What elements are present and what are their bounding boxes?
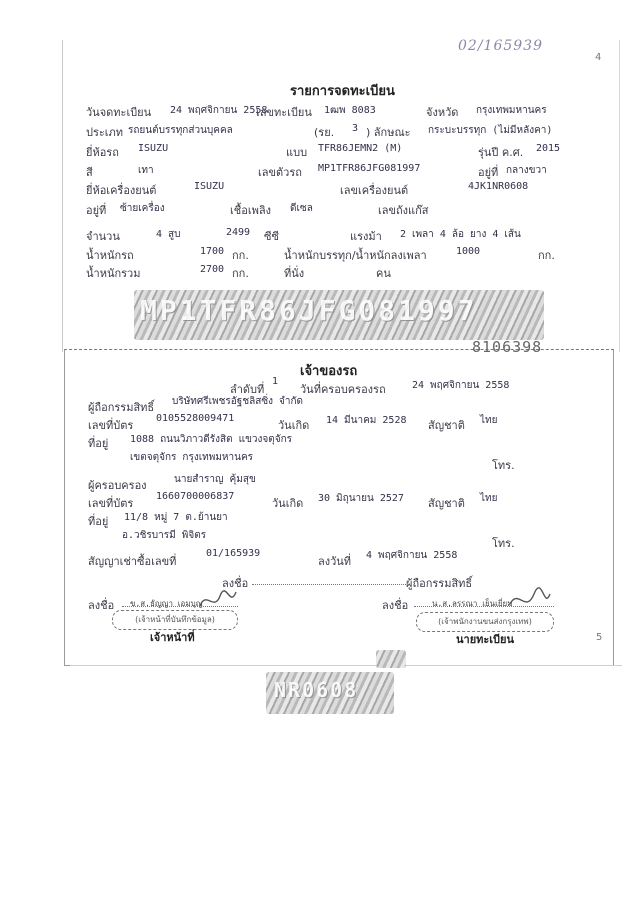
right-official-role: นายทะเบียน	[456, 633, 515, 646]
seats-unit: คน	[376, 267, 391, 280]
right-sign-label: ลงชื่อ	[382, 599, 409, 612]
right-name-scrawl: น.ส.ลรรณา เย็นเยี่ยม	[432, 599, 513, 608]
model-label: แบบ	[286, 146, 308, 159]
left-signature-scribble	[196, 586, 240, 616]
possessor-address-line1: 11/8 หมู่ 7 ต.ย้านยา	[124, 512, 228, 523]
ryo-label: (รย.	[314, 126, 335, 139]
chassis-label: เลขตัวรถ	[258, 166, 302, 179]
brand-label: ยี่ห้อรถ	[86, 146, 119, 159]
engine-number-label: เลขเครื่องยนต์	[340, 184, 409, 197]
chassis-stamp-text: MP1TFR86JFG081997	[140, 294, 478, 327]
contract-label: สัญญาเช่าซื้อเลขที่	[88, 555, 177, 568]
page-number-bottom: 5	[596, 632, 603, 643]
weight-label: น้ำหนักรถ	[86, 249, 134, 262]
possessor-address-label: ที่อยู่	[88, 515, 109, 528]
owner-nation-label: สัญชาติ	[428, 419, 465, 432]
color-value: เทา	[138, 165, 154, 176]
registration-title: รายการจดทะเบียน	[290, 84, 395, 99]
right-official-stamp-text: (เจ้าพนักงานขนส่งกรุงเทพ)	[438, 617, 532, 626]
gross-weight-value: 2700	[200, 264, 225, 275]
engine-at-label: อยู่ที่	[86, 204, 107, 217]
style-label: ) ลักษณะ	[366, 126, 411, 139]
reg-date-value: 24 พฤศจิกายน 2558	[170, 105, 268, 116]
owner-title: เจ้าของรถ	[300, 364, 358, 379]
possessor-name-value: นายสำราญ คุ้มสุข	[174, 474, 256, 485]
cylinders-value: 4 สูบ	[156, 229, 181, 240]
holder-label: ผู้ถือกรรมสิทธิ์	[88, 401, 155, 414]
owner-birth-label: วันเกิด	[278, 419, 310, 432]
owner-id-value: 0105528009471	[156, 413, 235, 424]
contract-value: 01/165939	[206, 548, 261, 559]
owner-id-label: เลขที่บัตร	[88, 419, 134, 432]
horsepower-label: แรงม้า	[350, 230, 382, 243]
seq-label: ลำดับที่	[230, 383, 265, 396]
ryo-value: 3	[352, 123, 359, 134]
possess-date-value: 24 พฤศจิกายน 2558	[412, 380, 510, 391]
owner-address-label: ที่อยู่	[88, 437, 109, 450]
engine-at-value: ซ้ายเครื่อง	[120, 203, 165, 214]
owner-birth-value: 14 มีนาคม 2528	[326, 415, 407, 426]
possessor-tel-label: โทร.	[492, 537, 515, 550]
possessor-label: ผู้ครอบครอง	[88, 479, 147, 492]
left-official-stamp-text: (เจ้าหน้าที่บันทึกข้อมูล)	[135, 615, 215, 624]
contract-date-value: 4 พฤศจิกายน 2558	[366, 550, 458, 561]
engine-rubbing-stamp	[266, 672, 394, 714]
left-official-role: เจ้าหน้าที่	[150, 631, 195, 644]
fold-line	[70, 665, 622, 666]
chassis-value: MP1TFR86JFG081997	[318, 163, 421, 174]
chassis-rubbing-stamp	[134, 290, 544, 340]
model-value: TFR86JEMN2 (M)	[318, 143, 403, 154]
handwritten-reference: 02/165939	[458, 38, 543, 54]
year-label: รุ่นปี ค.ศ.	[478, 146, 524, 159]
contract-date-label: ลงวันที่	[318, 555, 352, 568]
load-unit: กก.	[538, 249, 555, 262]
province-label: จังหวัด	[426, 106, 459, 119]
engine-brand-value: ISUZU	[194, 181, 225, 192]
year-value: 2015	[536, 143, 561, 154]
style-value: กระบะบรรทุก (ไม่มีหลังคา)	[428, 125, 553, 136]
seats-label: ที่นั่ง	[284, 267, 305, 280]
axle-value: 2 เพลา 4 ล้อ ยาง 4 เส้น	[400, 229, 521, 240]
cc-value: 2499	[226, 227, 251, 238]
color-label: สี	[86, 166, 93, 179]
gas-tank-label: เลขถังแก๊ส	[378, 204, 429, 217]
page-number-top: 4	[595, 52, 602, 63]
reg-date-label: วันจดทะเบียน	[86, 106, 152, 119]
possessor-birth-label: วันเกิด	[272, 497, 304, 510]
chassis-at-label: อยู่ที่	[478, 166, 499, 179]
owner-nation-value: ไทย	[480, 415, 498, 426]
cc-label: ซีซี	[264, 230, 279, 243]
possessor-nation-value: ไทย	[480, 493, 498, 504]
fuel-value: ดีเซล	[290, 203, 313, 214]
engine-brand-label: ยี่ห้อเครื่องยนต์	[86, 184, 157, 197]
brand-value: ISUZU	[138, 143, 169, 154]
gross-weight-label: น้ำหนักรวม	[86, 267, 141, 280]
left-name-scrawl: ข.ส.ธัญญา เอมบุญ	[130, 599, 203, 608]
fold-rubbing-mark	[376, 650, 406, 668]
possessor-nation-label: สัญชาติ	[428, 497, 465, 510]
chassis-at-value: กลางขวา	[506, 165, 547, 176]
engine-number-value: 4JK1NR0608	[468, 181, 529, 192]
fuel-label: เชื้อเพลิง	[230, 204, 271, 217]
possessor-birth-value: 30 มิถุนายน 2527	[318, 493, 404, 504]
load-label: น้ำหนักบรรทุก/น้ำหนักลงเพลา	[284, 249, 427, 262]
count-label: จำนวน	[86, 230, 120, 243]
type-value: รถยนต์บรรทุกส่วนบุคคล	[128, 125, 233, 136]
partial-stamp-number: 8106398	[472, 338, 543, 356]
holder-sign-role: ผู้ถือกรรมสิทธิ์	[406, 577, 473, 590]
left-sign-label: ลงชื่อ	[88, 599, 115, 612]
owner-address-line1: 1088 ถนนวิภาวดีรังสิต แขวงจตุจักร	[130, 434, 293, 445]
weight-value: 1700	[200, 246, 225, 257]
province-value: กรุงเทพมหานคร	[476, 105, 547, 116]
owner-tel-label: โทร.	[492, 459, 515, 472]
right-signature-scribble	[506, 586, 554, 616]
possess-date-label: วันที่ครอบครองรถ	[300, 383, 386, 396]
holder-sign-line	[252, 584, 406, 585]
seq-value: 1	[272, 376, 279, 387]
holder-value: บริษัทศรีเพชรอัฐชลิสซิ่ง จำกัด	[172, 396, 304, 407]
owner-address-line2: เขตจตุจักร กรุงเทพมหานคร	[130, 452, 254, 463]
possessor-address-line2: อ.วชิรบารมี พิจิตร	[122, 530, 207, 541]
plate-value: 1ฒพ 8083	[324, 105, 376, 116]
weight-unit: กก.	[232, 249, 249, 262]
holder-sign-label: ลงชื่อ	[222, 577, 249, 590]
possessor-id-label: เลขที่บัตร	[88, 497, 134, 510]
type-label: ประเภท	[86, 126, 124, 139]
load-value: 1000	[456, 246, 481, 257]
gross-weight-unit: กก.	[232, 267, 249, 280]
plate-label: เลขทะเบียน	[256, 106, 312, 119]
engine-stamp-text: NR0608	[274, 678, 359, 702]
possessor-id-value: 1660700006837	[156, 491, 235, 502]
